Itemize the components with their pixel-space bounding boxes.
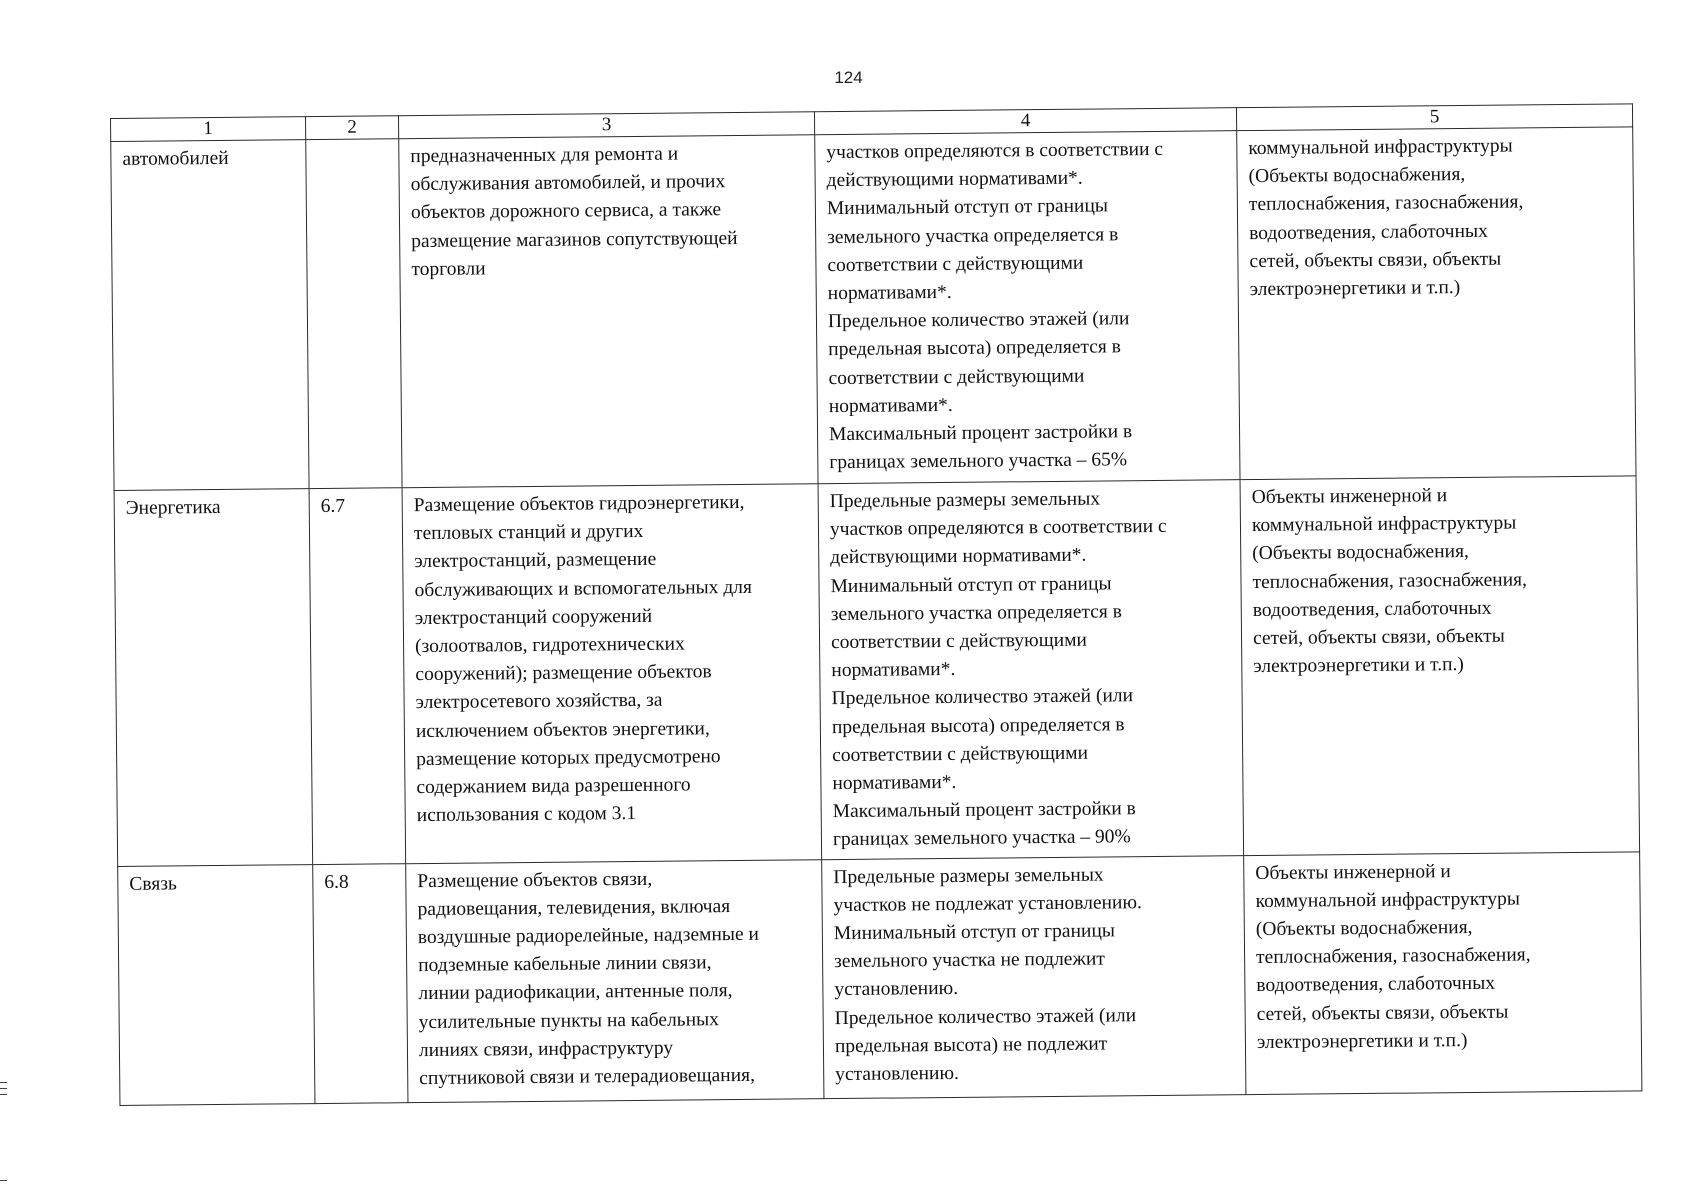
column-number-2: 2 (305, 116, 398, 140)
use-type-parameters: участков определяются в соответствии с действующими нормативами*. Минимальный отступ от границы земельного участка определяется в соответствии с действующими нормативами*. Предельное количество этажей (или предельная высота) определяется в соответствии с действующими нормативами*. Максимальный процент застройки в границах земельного участка – 65% (815, 131, 1240, 484)
use-type-code (306, 139, 402, 489)
document-sheet (110, 103, 1641, 1105)
scan-edge-mark (0, 1094, 7, 1095)
use-type-code: 6.8 (313, 863, 408, 1103)
use-type-auxiliary: Объекты инженерной и коммунальной инфраструктуры (Объекты водоснабжения, теплоснабжения, газоснабжения, водоотведения, слаботочных сетей, объекты связи, объекты электроэнергетики и т.п.) (1244, 851, 1642, 1094)
page-number: 124 (834, 68, 863, 87)
column-number-4: 4 (814, 108, 1236, 135)
use-type-name: Энергетика (114, 489, 313, 866)
use-type-parameters: Предельные размеры земельных участков не подлежат установлению. Минимальный отступ от границы земельного участка не подлежит установлению. Предельное количество этажей (или предельная высота) не подлежит установлению. (822, 855, 1246, 1098)
land-use-table (110, 103, 1642, 1105)
use-type-parameters: Предельные размеры земельных участков определяются в соответствии с действующими нормативами*. Минимальный отступ от границы земельного участка определяется в соответствии с действующими нормативами*. Предельное количество этажей (или предельная высота) определяется в соответствии с действующими нормативами*. Максимальный процент застройки в границах земельного участка – 90% (818, 480, 1244, 860)
column-number-3: 3 (398, 112, 814, 139)
use-type-auxiliary: коммунальной инфраструктуры (Объекты водоснабжения, теплоснабжения, газоснабжения, водоотведения, слаботочных сетей, объекты связи, объекты электроэнергетики и т.п.) (1237, 127, 1636, 480)
column-number-5: 5 (1236, 104, 1632, 131)
use-type-description: Размещение объектов связи, радиовещания, телевидения, включая воздушные радиорелейные, надземные и подземные кабельные линии связи, линии радиофикации, антенные поля, усилительные пункты на кабельных линиях связи, инфраструктуру спутниковой связи и телерадиовещания, (406, 859, 824, 1102)
use-type-description: предназначенных для ремонта и обслуживания автомобилей, и прочих объектов дорожного сервиса, а также размещение магазинов сопутствующей торговли (399, 135, 818, 488)
use-type-name: Связь (118, 864, 315, 1105)
scan-edge-mark (0, 1082, 7, 1083)
use-type-description: Размещение объектов гидроэнергетики, тепловых станций и других электростанций, размещение обслуживающих и вспомогательных для электростанций сооружений (золоотвалов, гидротехнических сооружений); размещение объектов электросетевого хозяйства, за исключением объектов энергетики, размещение которых предусмотрено содержанием вида разрешенного использования с кодом 3.1 (402, 484, 822, 864)
table-row (111, 127, 1636, 491)
table-row (114, 476, 1640, 866)
use-type-auxiliary: Объекты инженерной и коммунальной инфраструктуры (Объекты водоснабжения, теплоснабжения, газоснабжения, водоотведения, слаботочных сетей, объекты связи, объекты электроэнергетики и т.п.) (1240, 476, 1640, 855)
scan-edge-mark (0, 1180, 7, 1181)
use-type-code: 6.7 (309, 488, 406, 865)
table-row (118, 851, 1642, 1105)
column-number-1: 1 (111, 117, 306, 142)
scan-edge-mark (0, 1088, 7, 1089)
use-type-name: автомобилей (111, 140, 309, 491)
